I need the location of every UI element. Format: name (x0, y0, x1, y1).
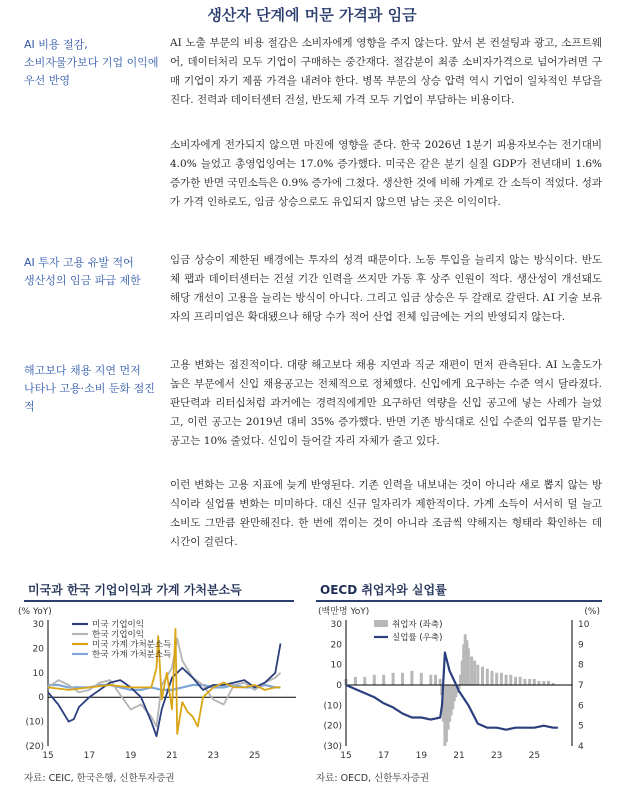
bar (354, 677, 357, 685)
paragraph-1-1: AI 노출 부문의 비용 절감은 소비자에게 영향을 주지 않는다. 앞서 본 컨설팅과 광고, 소프트웨어, 데이터처리 모두 기업이 구매하는 중간재다. 절감분이 최종 소비자가격으로 넘어가려면 구매 기업이 자기 제품 가격을 내려야 한다. 병목 부문의 상승 압력 역시 기업이 일차적인 부담을 진다. 전력과 데이터센터 건설, 반도체 가격 모두 기업이 부담하는 비용이다. (170, 37, 602, 106)
y-tick-label: 20 (32, 644, 44, 655)
x-tick-label: 17 (83, 751, 96, 761)
chart-2-unit-right: (%) (584, 607, 600, 617)
bar (434, 675, 437, 685)
bar (538, 681, 541, 685)
bar (420, 673, 423, 685)
y-tick-label: 0 (336, 681, 342, 691)
paragraph-1-2: 소비자에게 전가되지 않으면 마진에 영향을 준다. 한국 2026년 1분기 피용자보수는 전기대비 4.0% 늘었고 총영업잉여는 17.0% 증가했다. 미국은 같은 분기 실질 GDP가 전년대비 1.6% 증가한 반면 국민소득은 0.9% 증가에 그쳤다. 생산한 것에 비해 가계로 간 소득이 적었다. 성과가 가격 인하로도, 임금 상승으로도 유입되지 않으면 남는 곳은 이익이다. (170, 139, 602, 208)
bar (467, 648, 470, 685)
chart-1-source: 자료: CEIC, 한국은행, 신한투자증권 (24, 773, 175, 784)
bar (500, 673, 503, 685)
bar (473, 661, 476, 685)
x-tick-label: 21 (166, 751, 178, 761)
bar (542, 681, 545, 685)
legend-entry: 미국 가계 가처분소득 (92, 640, 172, 650)
bar (363, 677, 366, 685)
bar (476, 665, 479, 685)
legend-entry: 한국 기업이익 (92, 630, 144, 640)
y-right-tick-label: 5 (578, 721, 584, 732)
paragraph-2-1: 임금 상승이 제한된 배경에는 투자의 성격 때문이다. 노동 투입을 늘리지 않는 방식이다. 반도체 팹과 데이터센터는 건설 기간 인력을 쓰지만 가동 후 상주 인원이 적다. 생산성이 개선돼도 해당 개선이 고용을 늘리는 방식이 아니다. 그리고 임금 상승은 두 갈래로 갈린다. AI 기술 보유자의 프리미엄은 확대됐으나 해당 수가 적어 산업 전체 임금에는 거의 반영되지 않는다. (170, 254, 602, 323)
x-tick-label: 19 (124, 751, 137, 761)
chart-2-unit-left: (백만명 YoY) (318, 607, 370, 617)
bar (514, 677, 517, 685)
y-tick-label: 30 (330, 620, 342, 630)
bar (373, 675, 376, 685)
x-tick-label: 17 (377, 751, 390, 761)
x-tick-label: 25 (528, 751, 541, 761)
bar (505, 675, 508, 685)
y-tick-label: 0 (38, 693, 44, 704)
y-tick-label: (20) (323, 721, 342, 732)
x-tick-label: 15 (340, 751, 352, 761)
y-right-tick-label: 6 (578, 701, 584, 712)
bar (392, 673, 395, 685)
x-tick-label: 21 (453, 751, 465, 761)
x-tick-label: 25 (248, 751, 261, 761)
y-tick-label: (10) (25, 717, 44, 728)
sidebar-heading-1 (24, 36, 159, 90)
bar (495, 673, 498, 685)
y-tick-label: 30 (32, 620, 44, 630)
bar (439, 679, 442, 685)
bar (410, 671, 413, 685)
bar (382, 675, 385, 685)
y-right-tick-label: 9 (578, 640, 584, 651)
y-tick-label: (10) (323, 701, 342, 712)
legend-swatch (374, 620, 388, 627)
chart-1-svg (14, 602, 304, 762)
bar (429, 675, 432, 685)
chart-2-svg (310, 602, 610, 762)
sidebar-heading-3 (24, 362, 159, 416)
legend-entry: 미국 기업이익 (92, 620, 144, 630)
y-right-tick-label: 10 (578, 620, 590, 630)
y-right-tick-label: 7 (578, 681, 584, 691)
x-tick-label: 15 (42, 751, 54, 761)
legend-entry: 실업률 (우축) (392, 633, 443, 643)
chart-2-source: 자료: OECD, 신한투자증권 (316, 773, 430, 784)
sidebar-heading-text: AI 비용 절감, 소비자물가보다 기업 이익에 우선 반영 (24, 38, 159, 87)
y-tick-label: 10 (330, 660, 342, 671)
page-title: 생산자 단계에 머문 가격과 임금 (207, 6, 417, 24)
bar (547, 681, 550, 685)
chart-2-title: OECD 취업자와 실업률 (320, 583, 447, 597)
legend-entry: 취업자 (좌축) (392, 620, 443, 630)
legend-entry: 한국 가계 가처분소득 (92, 650, 172, 660)
bar (491, 671, 494, 685)
bar (486, 669, 489, 685)
bar (528, 679, 531, 685)
bar (523, 679, 526, 685)
y-tick-label: 20 (330, 640, 342, 651)
x-tick-label: 23 (490, 751, 503, 761)
bar (470, 657, 473, 686)
sidebar-heading-2 (24, 254, 159, 290)
bar (533, 679, 536, 685)
paragraph-3-2: 이런 변화는 고용 지표에 늦게 반영된다. 기존 인력을 내보내는 것이 아니라 새로 뽑지 않는 방식이라 실업률 변화는 미미하다. 대신 신규 일자리가 제한적이다. 가계 소득이 서서히 덜 늘고 소비도 그만큼 완만해진다. 한 번에 꺾이는 것이 아니라 조금씩 약해지는 형태라 확인하는 데 시간이 걸린다. (170, 479, 602, 548)
y-tick-label: (30) (323, 742, 342, 752)
bar (481, 667, 484, 685)
chart-1-unit-label: (% YoY) (18, 607, 52, 617)
x-tick-label: 23 (207, 751, 220, 761)
paragraph-3-1: 고용 변화는 점진적이다. 대량 해고보다 채용 지연과 직군 재편이 먼저 관측된다. AI 노출도가 높은 부문에서 신입 채용공고는 전체적으로 정체했다. 신입에게 요구하는 수준 역시 달라졌다. 판단력과 리터십처럼 과거에는 경력직에게만 요구하던 역량을 신입 공고에 넣는 사례가 늘었고, 이런 공고는 2019년 대비 35% 증가했다. 반면 기존 방식대로 신입 수준의 업무를 맡기는 공고는 10% 줄었다. 신입이 들어갈 자리 자체가 줄고 있다. (170, 359, 602, 447)
chart-1-title: 미국과 한국 기업이익과 가계 가처분소득 (28, 583, 242, 597)
sidebar-heading-text: 해고보다 채용 지연 먼저 나타나 고용·소비 둔화 점진적 (24, 364, 155, 413)
bar (519, 677, 522, 685)
x-tick-label: 19 (415, 751, 428, 761)
bar (509, 675, 512, 685)
y-right-tick-label: 8 (578, 660, 584, 671)
bar (401, 673, 404, 685)
y-tick-label: 10 (32, 668, 44, 679)
y-right-tick-label: 4 (578, 742, 584, 752)
y-tick-label: (20) (25, 742, 44, 752)
sidebar-heading-text: AI 투자 고용 유발 적어 생산성의 임금 파급 제한 (24, 256, 141, 287)
